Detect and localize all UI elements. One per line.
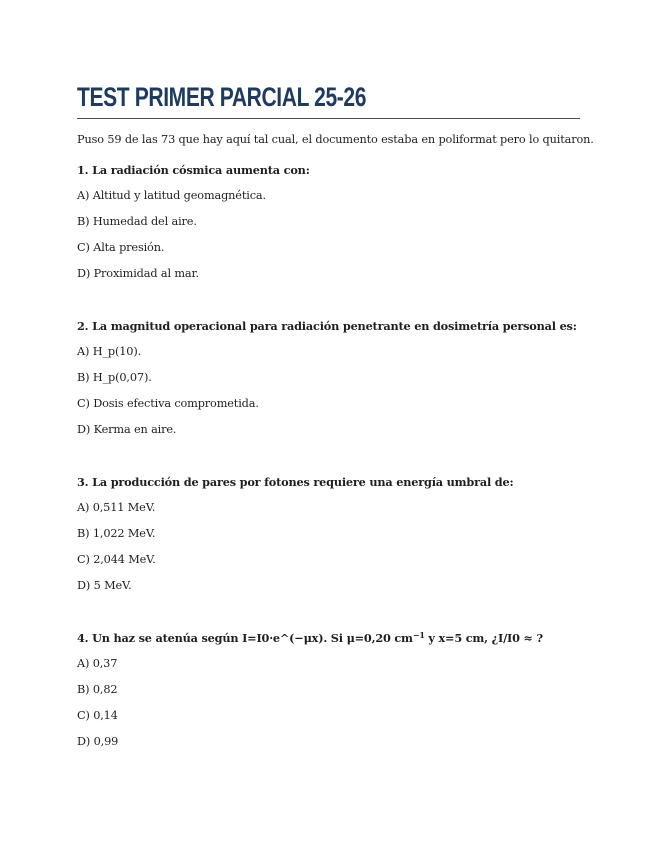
option-c: C) 2,044 MeV. xyxy=(77,553,156,566)
question-text-part-b: y x=5 cm, ¿I/I0 ≈ ? xyxy=(424,631,543,645)
page-title: TEST PRIMER PARCIAL 25-26 xyxy=(77,82,367,112)
question-text: 1. La radiación cósmica aumenta con: xyxy=(77,163,310,177)
option-b: B) Humedad del aire. xyxy=(77,215,197,228)
question-text-superscript: −1 xyxy=(412,630,425,640)
question-2 xyxy=(77,317,580,439)
option-d: D) Kerma en aire. xyxy=(77,423,177,436)
question-text: 3. La producción de pares por fotones requiere una energía umbral de: xyxy=(77,475,514,489)
question-3 xyxy=(77,473,580,595)
question-text: 2. La magnitud operacional para radiación penetrante en dosimetría personal es: xyxy=(77,319,577,333)
option-d: D) 0,99 xyxy=(77,735,119,748)
option-a: A) 0,37 xyxy=(77,657,118,670)
option-c: C) Alta presión. xyxy=(77,241,165,254)
option-c: C) Dosis efectiva comprometida. xyxy=(77,397,259,410)
option-b: B) H_p(0,07). xyxy=(77,371,152,384)
option-c: C) 0,14 xyxy=(77,709,118,722)
option-a: A) H_p(10). xyxy=(77,345,142,358)
question-text xyxy=(77,629,580,647)
question-text-part-a: 4. Un haz se atenúa según I=I0·e^(−μx). Si μ=0,20 cm xyxy=(77,631,413,645)
option-d: D) Proximidad al mar. xyxy=(77,267,199,280)
option-b: B) 0,82 xyxy=(77,683,118,696)
option-b: B) 1,022 MeV. xyxy=(77,527,156,540)
question-4 xyxy=(77,629,580,751)
option-a: A) Altitud y latitud geomagnética. xyxy=(77,189,266,202)
option-d: D) 5 MeV. xyxy=(77,579,132,592)
option-a: A) 0,511 MeV. xyxy=(77,501,156,514)
intro-paragraph: Puso 59 de las 73 que hay aquí tal cual, el documento estaba en poliformat pero lo quitaron. xyxy=(77,133,594,146)
question-1 xyxy=(77,161,580,283)
title-divider xyxy=(77,118,580,119)
